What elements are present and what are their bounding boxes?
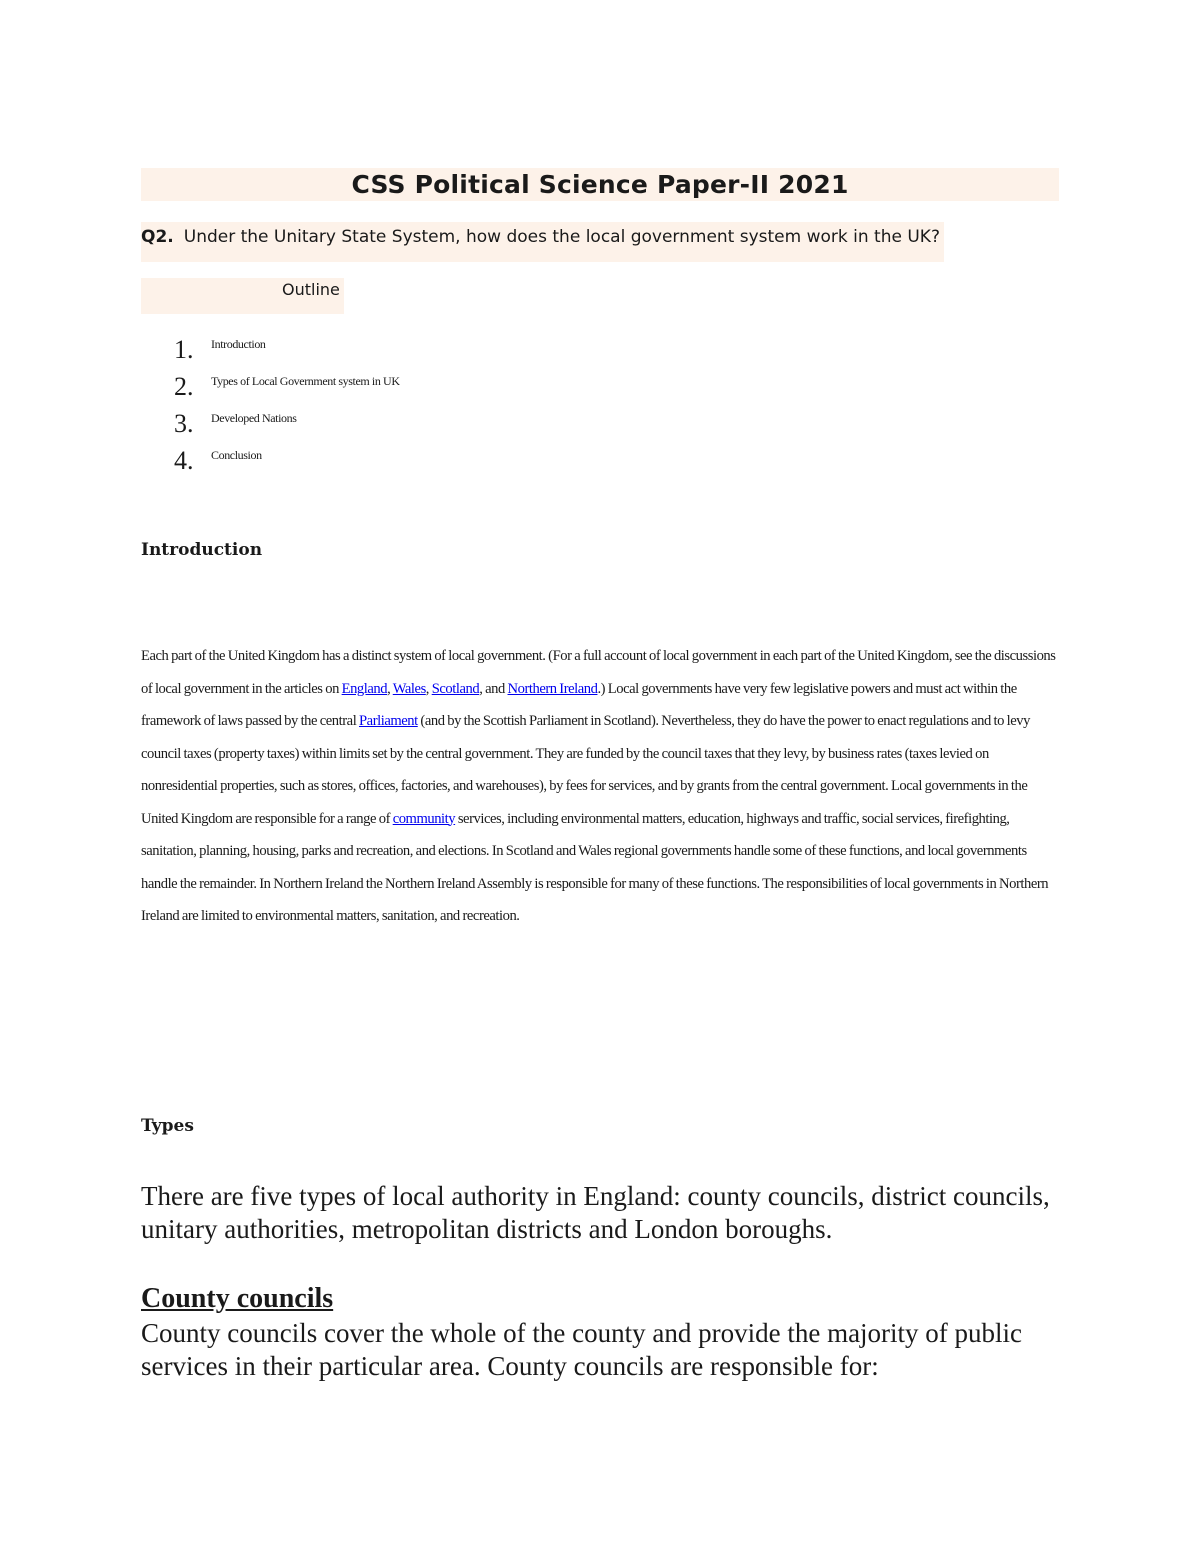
link-northern-ireland[interactable]: Northern Ireland xyxy=(507,680,598,697)
introduction-heading: Introduction xyxy=(141,540,263,560)
types-paragraph: There are five types of local authority in England: county councils, district councils, unitary authorities, metropolitan districts and London boroughs. xyxy=(141,1181,1050,1244)
outline-item-number: 2. xyxy=(174,372,194,401)
outline-item-label: Developed Nations xyxy=(211,411,297,425)
outline-item-number: 3. xyxy=(174,409,194,438)
link-wales[interactable]: Wales xyxy=(392,680,426,697)
intro-sep-2: , xyxy=(425,680,432,697)
outline-item-label: Introduction xyxy=(211,337,266,351)
introduction-paragraph xyxy=(141,640,1061,933)
outline-item-label: Conclusion xyxy=(211,448,262,462)
outline-item-number: 4. xyxy=(174,446,194,475)
outline-heading xyxy=(141,278,344,314)
types-heading: Types xyxy=(141,1116,194,1136)
intro-text-1: Each part of the United Kingdom has a distinct system of local government. (For a full account of local government in each part of the United Kingdom, see the discussions of local government in the articles on xyxy=(141,648,1056,697)
link-community[interactable]: community xyxy=(392,810,456,827)
intro-sep-1: , xyxy=(387,680,393,697)
intro-text-3: (and by the Scottish Parliament in Scotland). Nevertheless, they do have the power to enact regulations and to levy council taxes (property taxes) within limits set by the central government. They are funded by the council taxes that they levy, by business rates (taxes levied on nonresidential properties, such as stores, offices, factories, and warehouses), by fees for services, and by grants from the central government. Local governments in the United Kingdom are responsible for a range of xyxy=(141,713,1031,827)
intro-text-2: .) Local governments have very few legislative powers and must act within the framework of laws passed by the central xyxy=(141,680,1017,729)
link-parliament[interactable]: Parliament xyxy=(359,713,418,729)
link-scotland[interactable]: Scotland xyxy=(431,680,480,697)
question-block xyxy=(141,222,944,262)
county-councils-heading: County councils xyxy=(141,1283,334,1314)
link-england[interactable]: England xyxy=(341,680,388,697)
county-councils-paragraph: County councils cover the whole of the county and provide the majority of public services in their particular area. County councils are responsible for: xyxy=(141,1318,1023,1381)
question-number: Q2. xyxy=(141,227,174,247)
intro-sep-3: , and xyxy=(479,680,508,697)
intro-text-4: services, including environmental matters, education, highways and traffic, social services, firefighting, sanitation, planning, housing, parks and recreation, and elections. In Scotland and Wales regional governments handle some of these functions, and local governments handle the remainder. In Northern Ireland the Northern Ireland Assembly is responsible for many of these functions. The responsibilities of local governments in Northern Ireland are limited to environmental matters, sanitation, and recreation. xyxy=(141,810,1049,924)
question-text: Under the Unitary State System, how does the local government system work in the UK? xyxy=(183,227,940,247)
outline-label: Outline xyxy=(282,280,340,299)
outline-item-number: 1. xyxy=(174,335,194,364)
outline-item-label: Types of Local Government system in UK xyxy=(211,374,400,388)
page-title: CSS Political Science Paper-II 2021 xyxy=(141,168,1059,201)
